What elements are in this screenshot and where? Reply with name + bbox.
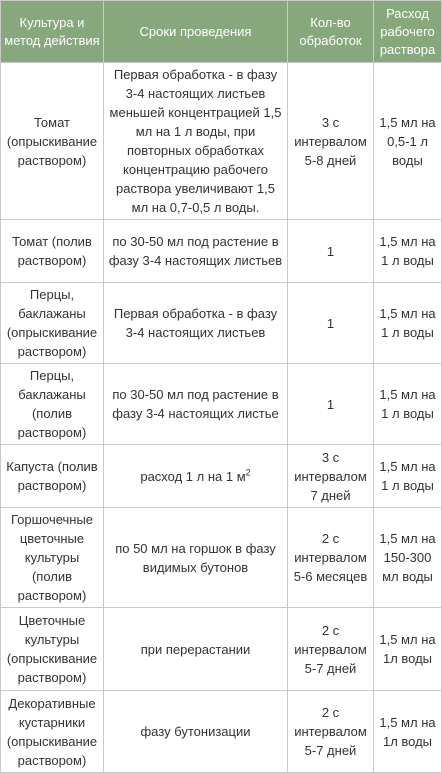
cell-consumption: 1,5 мл на 1л воды [374, 608, 442, 691]
cell-count: 1 [288, 283, 374, 364]
cell-timing: фазу бутонизации [104, 691, 288, 773]
table-header [1, 1, 442, 63]
table-row [1, 691, 442, 773]
header-consumption: Расход рабочего раствора [374, 1, 442, 63]
cell-count: 1 [288, 364, 374, 445]
cell-timing: по 30-50 мл под растение в фазу 3-4 настоящих листьев [104, 220, 288, 283]
cell-timing: при перерастании [104, 608, 288, 691]
table-row [1, 283, 442, 364]
table-row [1, 608, 442, 691]
cell-consumption: 1,5 мл на 1 л воды [374, 445, 442, 508]
cell-culture: Горшочечные цветочные культуры (полив раствором) [1, 508, 104, 608]
cell-count: 3 с интервалом 5-8 дней [288, 63, 374, 220]
table-row [1, 445, 442, 508]
header-count: Кол-во обработок [288, 1, 374, 63]
table-row [1, 364, 442, 445]
cell-culture: Капуста (полив раствором) [1, 445, 104, 508]
superscript-exponent: 2 [245, 467, 251, 478]
cell-consumption: 1,5 мл на 150-300 мл воды [374, 508, 442, 608]
table-row [1, 63, 442, 220]
cell-count: 2 с интервалом 5-7 дней [288, 608, 374, 691]
header-row [1, 1, 442, 63]
cell-culture: Декоративные кустарники (опрыскивание раствором) [1, 691, 104, 773]
cell-consumption: 1,5 мл на 1 л воды [374, 220, 442, 283]
cell-timing: Первая обработка - в фазу 3-4 настоящих листьев меньшей концентрацией 1,5 мл на 1 л воды, при повторных обработках концентрацию рабочего раствора увеличивают 1,5 мл на 0,7-0,5 л воды. [104, 63, 288, 220]
cell-count: 2 с интервалом 5-6 месяцев [288, 508, 374, 608]
cell-consumption: 1,5 мл на 1 л воды [374, 283, 442, 364]
table-body [1, 63, 442, 773]
cell-count: 3 с интервалом 7 дней [288, 445, 374, 508]
cell-consumption: 1,5 мл на 0,5-1 л воды [374, 63, 442, 220]
cell-consumption: 1,5 мл на 1 л воды [374, 364, 442, 445]
cell-culture: Томат (полив раствором) [1, 220, 104, 283]
cell-culture: Томат (опрыскивание раствором) [1, 63, 104, 220]
cell-culture: Цветочные культуры (опрыскивание раствором) [1, 608, 104, 691]
cell-count: 2 с интервалом 5-7 дней [288, 691, 374, 773]
cell-count: 1 [288, 220, 374, 283]
table-row [1, 220, 442, 283]
cell-timing: Первая обработка - в фазу 3-4 настоящих листьев [104, 283, 288, 364]
header-timing: Сроки проведения [104, 1, 288, 63]
header-culture: Культура и метод действия [1, 1, 104, 63]
cell-timing-text: расход 1 л на 1 м [140, 468, 246, 484]
table-row [1, 508, 442, 608]
cell-timing: по 50 мл на горшок в фазу видимых бутонов [104, 508, 288, 608]
cell-timing [104, 445, 288, 508]
cell-culture: Перцы, баклажаны (полив раствором) [1, 364, 104, 445]
cell-consumption: 1,5 мл на 1л воды [374, 691, 442, 773]
cell-timing: по 30-50 мл под растение в фазу 3-4 настоящих листье [104, 364, 288, 445]
cell-culture: Перцы, баклажаны (опрыскивание раствором) [1, 283, 104, 364]
